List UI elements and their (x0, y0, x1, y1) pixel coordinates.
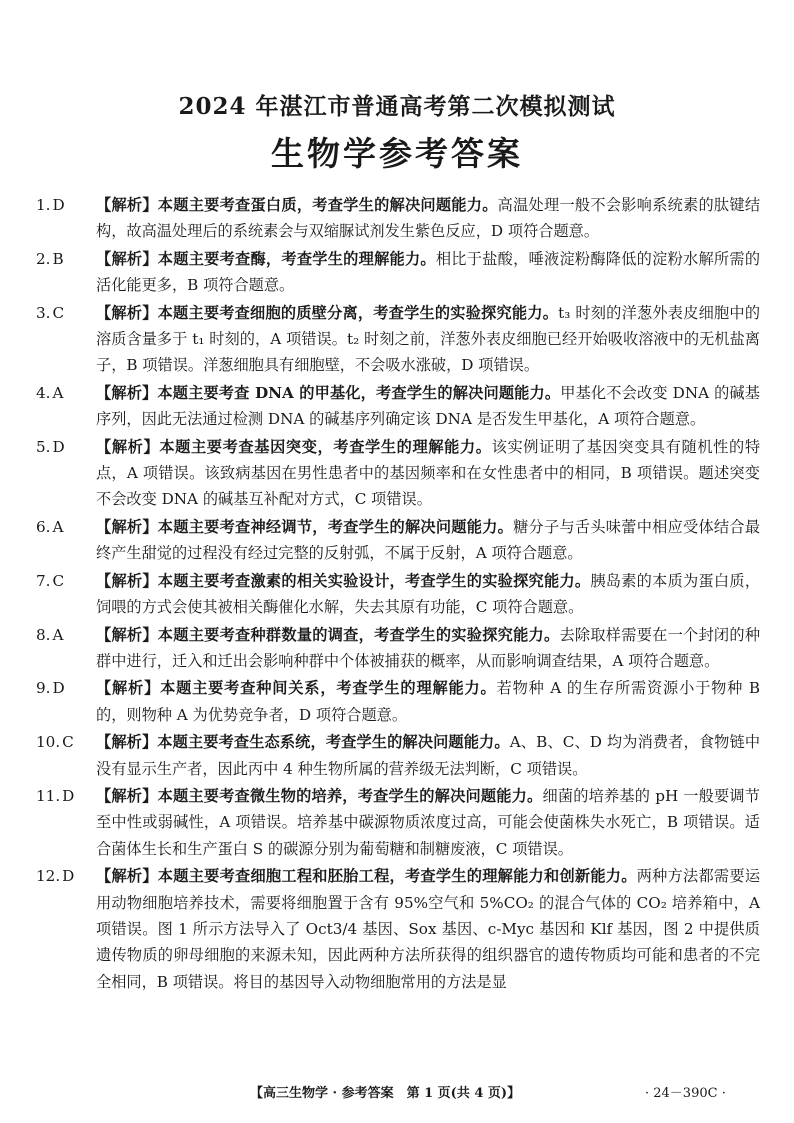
item-answer: B (52, 249, 64, 268)
answer-item (36, 380, 760, 433)
item-body: 相比于盐酸，唾液淀粉酶降低的淀粉水解所需的活化能更多，B 项符合题意。 (96, 249, 761, 295)
item-number: 9. (36, 679, 51, 698)
analysis-tag: 【解析】 (96, 571, 158, 590)
answer-item (36, 729, 760, 782)
item-body: A、B、C、D 均为消费者，食物链中没有显示生产者，因此丙中 4 种生物所属的营养级无法判断，C 项错误。 (96, 733, 761, 778)
item-number: 4. (36, 383, 51, 402)
item-number: 8. (36, 625, 51, 644)
item-lead: 本题主要考查生态系统，考查学生的解决问题能力。 (157, 733, 510, 752)
item-body: 甲基化不会改变 DNA 的碱基序列，因此无法通过检测 DNA 的碱基序列确定该 DNA 是否发生甲基化，A 项符合题意。 (96, 383, 760, 429)
answer-item (36, 434, 760, 513)
analysis-tag: 【解析】 (96, 196, 158, 214)
item-number: 11. (36, 786, 61, 805)
item-lead: 本题主要考查细胞的质壁分离，考查学生的实验探究能力。 (157, 303, 559, 322)
item-body: 若物种 A 的生存所需资源小于物种 B 的，则物种 A 为优势竞争者，D 项符合题意。 (96, 679, 760, 724)
analysis-tag: 【解析】 (96, 383, 158, 402)
analysis-tag: 【解析】 (96, 733, 158, 752)
analysis-tag: 【解析】 (96, 867, 158, 886)
page-subtitle: 生物学参考答案 (271, 134, 523, 173)
analysis-tag: 【解析】 (96, 303, 158, 322)
answer-item (36, 863, 760, 995)
page-title: 2024 年湛江市普通高考第二次模拟测试 (178, 93, 616, 120)
item-number: 2. (36, 249, 51, 268)
answer-item (36, 246, 760, 299)
answer-item (36, 622, 760, 675)
item-answer: C (52, 571, 65, 590)
answer-item (36, 300, 760, 379)
answer-list (36, 192, 760, 996)
analysis-tag: 【解析】 (96, 625, 158, 644)
item-answer: D (52, 437, 65, 456)
item-answer: A (52, 517, 64, 536)
analysis-tag: 【解析】 (96, 517, 158, 536)
item-answer: A (52, 383, 64, 402)
item-answer: C (52, 303, 65, 322)
item-number: 7. (36, 571, 51, 590)
item-lead: 本题主要考查细胞工程和胚胎工程，考查学生的理解能力和创新能力。 (157, 867, 637, 886)
analysis-tag: 【解析】 (96, 679, 161, 698)
item-body: 两种方法都需要运用动物细胞培养技术，需要将细胞置于含有 95%空气和 5%CO₂ 的混合气体的 CO₂ 培养箱中，A 项错误。图 1 所示方法导入了 Oct3/4 基因、Sox 基因、c-Myc 基因和 Klf 基因，图 2 中提供质遗传物质的卵母细胞的来源未知，因此两种方法所获得的组织器官的遗传物质均可能和患者的不完全相同，B 项错误。将目的基因导入动物细胞常用的方法是显 (96, 867, 761, 991)
item-body: 糖分子与舌头味蕾中相应受体结合最终产生甜觉的过程没有经过完整的反射弧，不属于反射，A 项符合题意。 (96, 517, 761, 563)
analysis-tag: 【解析】 (96, 437, 160, 456)
item-number: 1. (36, 196, 51, 214)
answer-item (36, 514, 760, 567)
answer-item (36, 783, 760, 862)
item-lead: 本题主要考查激素的相关实验设计，考查学生的实验探究能力。 (157, 571, 591, 590)
item-lead: 本题主要考查种间关系，考查学生的理解能力。 (160, 679, 497, 698)
item-number: 10. (36, 733, 61, 752)
item-number: 5. (36, 437, 51, 456)
item-body: 去除取样需要在一个封闭的种群中进行，迁入和迁出会影响种群中个体被捕获的概率，从而影响调查结果，A 项符合题意。 (96, 625, 761, 670)
item-number: 3. (36, 303, 51, 322)
footer-page-info: 【高三生物学 · 参考答案 第 1 页(共 4 页)】 (250, 1086, 521, 1101)
item-lead: 本题主要考查酶，考查学生的理解能力。 (157, 249, 436, 268)
answer-item (36, 675, 760, 728)
answer-item (36, 192, 760, 245)
item-answer: D (62, 786, 75, 805)
item-body: 该实例证明了基因突变具有随机性的特点，A 项错误。该致病基因在男性患者中的基因频率和在女性患者中的相同，B 项错误。题述突变不会改变 DNA 的碱基互补配对方式，C 项错误。 (96, 437, 761, 509)
item-number: 12. (36, 867, 61, 886)
answer-item (36, 568, 760, 621)
item-answer: D (62, 867, 75, 886)
item-lead: 本题主要考查 DNA 的甲基化，考查学生的解决问题能力。 (157, 383, 561, 402)
item-body: 胰岛素的本质为蛋白质，饲喂的方式会使其被相关酶催化水解，失去其原有功能，C 项符合题意。 (96, 571, 761, 617)
item-lead: 本题主要考查微生物的培养，考查学生的解决问题能力。 (157, 786, 543, 805)
item-lead: 本题主要考查基因突变，考查学生的理解能力。 (159, 437, 492, 456)
item-lead: 本题主要考查种群数量的调查，考查学生的实验探究能力。 (157, 625, 560, 644)
footer-code: · 24－390C · (645, 1086, 726, 1101)
analysis-tag: 【解析】 (96, 249, 158, 268)
item-answer: D (52, 196, 65, 214)
analysis-tag: 【解析】 (96, 786, 158, 805)
item-body: 细菌的培养基的 pH 一般要调节至中性或弱碱性，A 项错误。培养基中碳源物质浓度过高，可能会使菌株失水死亡，B 项错误。适合菌体生长和生产蛋白 S 的碳源分别为葡萄糖和制糖废液，C 项错误。 (96, 786, 760, 858)
item-answer: C (62, 733, 74, 752)
item-answer: A (52, 625, 64, 644)
item-number: 6. (36, 517, 51, 536)
item-body: 高温处理一般不会影响系统素的肽键结构，故高温处理后的系统素会与双缩脲试剂发生紫色反应，D 项符合题意。 (96, 196, 761, 241)
item-body: t₃ 时刻的洋葱外表皮细胞中的溶质含量多于 t₁ 时刻的，A 项错误。t₂ 时刻之前，洋葱外表皮细胞已经开始吸收溶液中的无机盐离子，B 项错误。洋葱细胞具有细胞壁，不会吸水涨破，D 项错误。 (96, 303, 761, 375)
item-lead: 本题主要考查蛋白质，考查学生的解决问题能力。 (157, 196, 498, 214)
item-lead: 本题主要考查神经调节，考查学生的解决问题能力。 (157, 517, 514, 536)
item-answer: D (52, 679, 65, 698)
